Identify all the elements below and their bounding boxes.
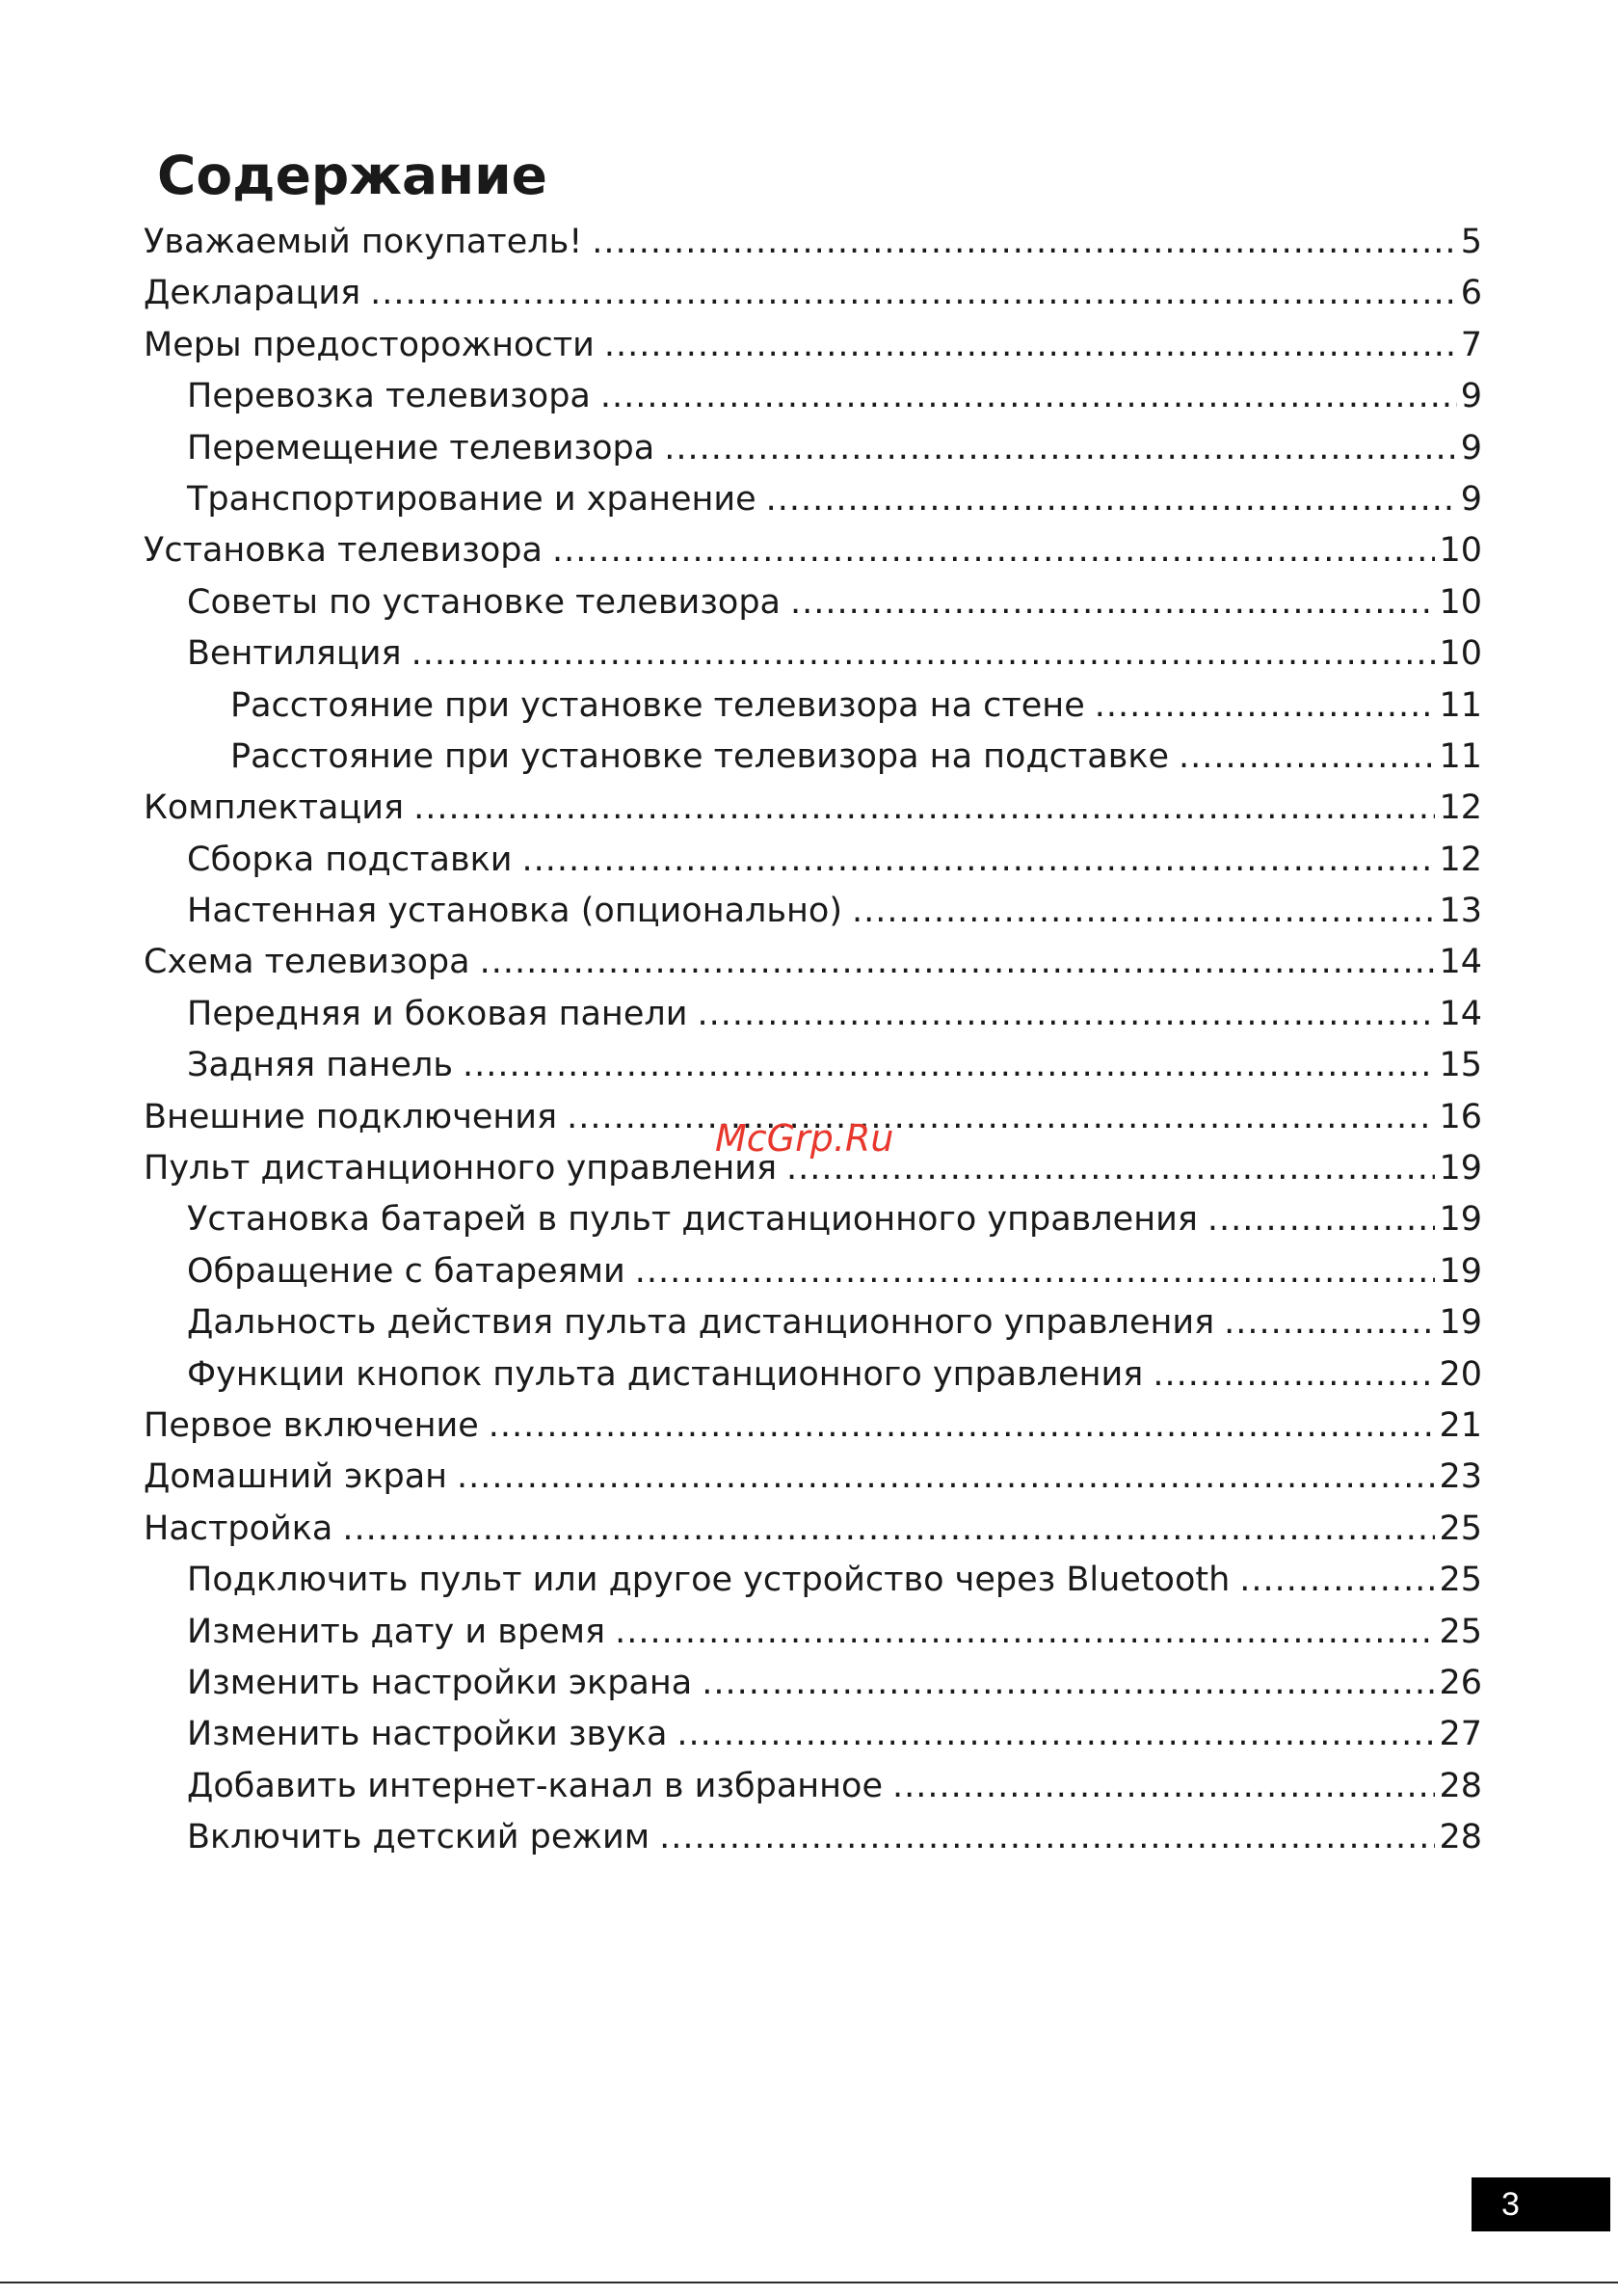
dot-leader — [1207, 1194, 1436, 1245]
dot-leader — [592, 217, 1456, 268]
toc-entry-page: 9 — [1460, 428, 1482, 467]
dot-leader — [370, 268, 1457, 319]
dot-leader — [892, 1761, 1435, 1812]
toc-entry-page: 19 — [1439, 1251, 1482, 1291]
toc-entry-page: 23 — [1439, 1457, 1482, 1497]
toc-entry-title: Комплектация — [144, 788, 405, 828]
dot-leader — [1095, 681, 1436, 732]
toc-entry[interactable] — [144, 1504, 1482, 1555]
toc-entry-page: 10 — [1439, 531, 1482, 571]
toc-entry-title: Первое включение — [144, 1405, 479, 1445]
toc-entry[interactable] — [144, 681, 1482, 732]
toc-entry[interactable] — [144, 783, 1482, 834]
dot-leader — [600, 371, 1457, 422]
toc-entry[interactable] — [144, 835, 1482, 886]
toc-entry-title: Дальность действия пульта дистанционного управления — [187, 1303, 1215, 1343]
dot-leader — [852, 886, 1435, 937]
toc-entry-page: 16 — [1439, 1097, 1482, 1136]
toc-entry-title: Схема телевизора — [144, 943, 470, 982]
dot-leader — [790, 577, 1435, 628]
dot-leader — [604, 320, 1457, 371]
toc-entry-page: 11 — [1439, 685, 1482, 725]
toc-entry-page: 25 — [1439, 1508, 1482, 1548]
toc-entry-title: Добавить интернет-канал в избранное — [187, 1766, 883, 1805]
toc-entry-title: Изменить настройки экрана — [187, 1663, 693, 1702]
toc-entry[interactable] — [144, 732, 1482, 783]
toc-entry-page: 10 — [1439, 634, 1482, 674]
dot-leader — [615, 1607, 1435, 1658]
table-of-contents — [144, 217, 1482, 1864]
toc-entry-page: 26 — [1439, 1663, 1482, 1702]
toc-entry-page: 14 — [1439, 943, 1482, 982]
page-title: Содержание — [157, 145, 547, 206]
toc-entry-title: Советы по установке телевизора — [187, 582, 781, 622]
toc-entry[interactable] — [144, 1812, 1482, 1863]
toc-entry-title: Включить детский режим — [187, 1818, 650, 1857]
dot-leader — [766, 474, 1457, 525]
toc-entry-page: 12 — [1439, 788, 1482, 828]
dot-leader — [664, 423, 1457, 474]
page-number: 3 — [1501, 2186, 1520, 2223]
toc-entry-page: 11 — [1439, 736, 1482, 776]
toc-entry[interactable] — [144, 1349, 1482, 1401]
toc-entry[interactable] — [144, 577, 1482, 628]
dot-leader — [1153, 1349, 1435, 1401]
dot-leader — [697, 989, 1435, 1040]
toc-entry-page: 21 — [1439, 1405, 1482, 1445]
toc-entry-page: 20 — [1439, 1354, 1482, 1394]
toc-entry-page: 14 — [1439, 994, 1482, 1033]
toc-entry-title: Настенная установка (опционально) — [187, 892, 842, 931]
toc-entry[interactable] — [144, 217, 1482, 268]
toc-entry-title: Внешние подключения — [144, 1097, 558, 1136]
toc-entry-page: 10 — [1439, 582, 1482, 622]
toc-entry-title: Вентиляция — [187, 634, 402, 674]
toc-entry[interactable] — [144, 1401, 1482, 1452]
toc-entry[interactable] — [144, 268, 1482, 319]
toc-entry[interactable] — [144, 1452, 1482, 1503]
toc-entry-title: Перемещение телевизора — [187, 428, 655, 467]
toc-entry-page: 12 — [1439, 840, 1482, 879]
toc-entry-page: 15 — [1439, 1046, 1482, 1085]
toc-entry-title: Сборка подставки — [187, 840, 513, 879]
dot-leader — [635, 1246, 1436, 1297]
toc-entry[interactable] — [144, 1194, 1482, 1245]
dot-leader — [463, 1040, 1436, 1091]
dot-leader — [702, 1658, 1435, 1709]
toc-entry[interactable] — [144, 1297, 1482, 1348]
toc-entry-page: 19 — [1439, 1149, 1482, 1188]
dot-leader — [659, 1812, 1435, 1863]
toc-entry-page: 25 — [1439, 1612, 1482, 1651]
toc-entry-title: Настройка — [144, 1508, 333, 1548]
toc-entry[interactable] — [144, 989, 1482, 1040]
toc-entry-title: Установка телевизора — [144, 531, 543, 571]
toc-entry-title: Уважаемый покупатель! — [144, 223, 583, 261]
toc-entry-page: 13 — [1439, 892, 1482, 931]
toc-entry-title: Функции кнопок пульта дистанционного управления — [187, 1354, 1144, 1394]
toc-entry[interactable] — [144, 474, 1482, 525]
toc-entry-page: 28 — [1439, 1818, 1482, 1857]
dot-leader — [489, 1401, 1436, 1452]
toc-entry-page: 27 — [1439, 1715, 1482, 1754]
toc-entry-page: 25 — [1439, 1561, 1482, 1600]
toc-entry[interactable] — [144, 1761, 1482, 1812]
toc-entry-page: 28 — [1439, 1766, 1482, 1805]
toc-entry-page: 19 — [1439, 1303, 1482, 1343]
toc-entry[interactable] — [144, 371, 1482, 422]
toc-entry-title: Пульт дистанционного управления — [144, 1149, 778, 1188]
page-number-badge — [1472, 2177, 1610, 2231]
dot-leader — [1224, 1297, 1435, 1348]
toc-entry[interactable] — [144, 320, 1482, 371]
dot-leader — [342, 1504, 1435, 1555]
toc-entry-title: Меры предосторожности — [144, 325, 595, 364]
toc-entry-title: Задняя панель — [187, 1046, 453, 1085]
toc-entry-title: Обращение с батареями — [187, 1251, 625, 1291]
toc-entry[interactable] — [144, 1555, 1482, 1606]
toc-entry-page: 19 — [1439, 1200, 1482, 1240]
toc-entry[interactable] — [144, 1607, 1482, 1658]
bottom-divider — [0, 2282, 1618, 2283]
dot-leader — [480, 937, 1436, 988]
toc-entry-title: Домашний экран — [144, 1457, 448, 1497]
toc-entry-page: 6 — [1460, 274, 1482, 313]
dot-leader — [1179, 732, 1435, 783]
dot-leader — [1239, 1555, 1435, 1606]
dot-leader — [457, 1452, 1435, 1503]
toc-entry-page: 9 — [1460, 479, 1482, 519]
dot-leader — [676, 1709, 1435, 1760]
toc-entry[interactable] — [144, 886, 1482, 937]
toc-entry[interactable] — [144, 1709, 1482, 1760]
toc-entry-title: Подключить пульт или другое устройство через Bluetooth — [187, 1561, 1231, 1600]
toc-entry-title: Декларация — [144, 274, 361, 313]
dot-leader — [411, 628, 1436, 680]
dot-leader — [552, 525, 1436, 576]
dot-leader — [521, 835, 1435, 886]
toc-entry-title: Транспортирование и хранение — [187, 479, 756, 519]
toc-entry[interactable] — [144, 937, 1482, 988]
toc-entry[interactable] — [144, 525, 1482, 576]
toc-entry[interactable] — [144, 628, 1482, 680]
toc-entry[interactable] — [144, 1040, 1482, 1091]
toc-entry-page: 5 — [1460, 223, 1482, 261]
toc-entry[interactable] — [144, 1246, 1482, 1297]
watermark: McGrp.Ru — [715, 1117, 894, 1160]
toc-entry[interactable] — [144, 423, 1482, 474]
toc-entry-title: Передняя и боковая панели — [187, 994, 688, 1033]
toc-entry[interactable] — [144, 1658, 1482, 1709]
toc-entry-title: Изменить дату и время — [187, 1612, 606, 1651]
toc-entry-page: 9 — [1460, 377, 1482, 416]
toc-entry-title: Установка батарей в пульт дистанционного управления — [187, 1200, 1198, 1240]
toc-entry-title: Изменить настройки звука — [187, 1715, 668, 1754]
dot-leader — [413, 783, 1435, 834]
toc-entry-title: Расстояние при установке телевизора на стене — [230, 685, 1085, 725]
toc-entry-title: Расстояние при установке телевизора на подставке — [230, 736, 1170, 776]
dot-leader — [567, 1092, 1435, 1143]
toc-entry-title: Перевозка телевизора — [187, 377, 591, 416]
toc-entry-page: 7 — [1460, 325, 1482, 364]
